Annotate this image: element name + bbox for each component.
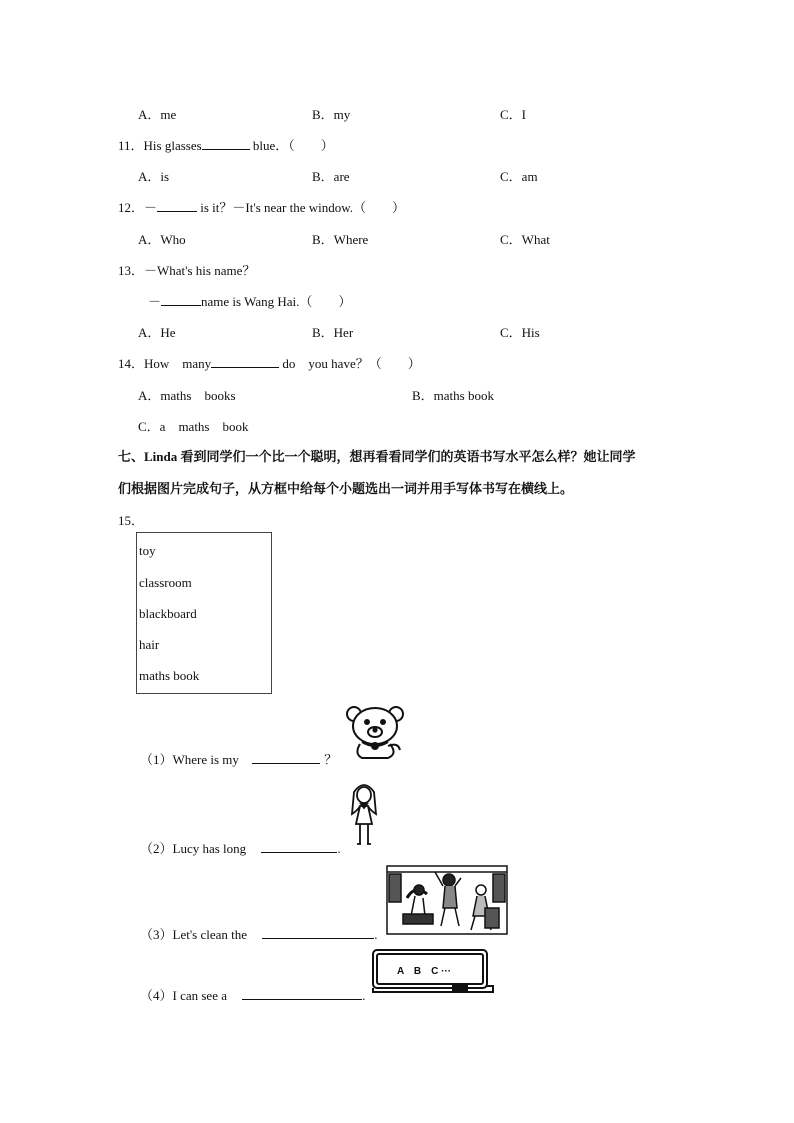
q13-option-b: B．Her <box>312 325 354 340</box>
q10-option-b: B．my <box>312 107 351 122</box>
q15-item3-blank[interactable] <box>262 926 374 939</box>
q12-option-b: B．Where <box>312 232 369 247</box>
section7-instruction-line2: 们根据图片完成句子，从方框中给每个小题选出一词并用手写体书写在横线上。 <box>118 481 574 496</box>
section7-instruction-line1: 七、Linda 看到同学们一个比一个聪明，想再看看同学们的英语书写水平怎么样？她让同学 <box>118 449 636 464</box>
q14-stem <box>118 353 421 372</box>
girl-long-hair-image <box>344 780 384 850</box>
teddy-bear-image <box>344 702 406 762</box>
q13-stem-line2 <box>148 291 351 310</box>
q15-item4-blank[interactable] <box>242 987 362 1000</box>
blackboard-image <box>371 948 495 996</box>
q11-stem <box>118 135 334 154</box>
q15-item4-suffix: . <box>362 988 366 1003</box>
blackboard-text: A B C ··· <box>397 966 452 977</box>
q15-item3-suffix: . <box>374 927 378 942</box>
q12-stem <box>118 197 405 216</box>
q15-item4-prefix: （4）I can see a <box>140 988 227 1003</box>
q15-number: 15． <box>118 513 145 528</box>
q13-stem: 13．－What's his name？ <box>118 263 256 278</box>
q11-blank[interactable] <box>202 137 250 150</box>
word-box-item: blackboard <box>139 606 197 621</box>
q11-option-a: A．is <box>138 169 170 184</box>
q13-suffix: name is Wang Hai.（ ） <box>201 294 352 309</box>
q15-item3 <box>140 924 378 943</box>
q14-prefix: 14．How many <box>118 356 212 371</box>
q12-prefix: 12．－ <box>118 200 158 215</box>
q13-option-c: C．His <box>500 325 540 340</box>
q10-option-c: C．I <box>500 107 527 122</box>
q11-prefix: 11．His glasses <box>118 138 202 153</box>
q15-item1 <box>140 749 337 768</box>
q14-option-a: A．maths books <box>138 388 236 403</box>
q15-item1-prefix: （1）Where is my <box>140 752 239 767</box>
q15-item4 <box>140 985 366 1004</box>
q13-blank[interactable] <box>161 293 201 306</box>
q12-suffix: is it？－It's near the window.（ ） <box>200 200 406 215</box>
q15-item2-prefix: （2）Lucy has long <box>140 841 247 856</box>
word-box-item: classroom <box>139 575 192 590</box>
classroom-image <box>385 864 509 936</box>
q14-option-b: B．maths book <box>412 388 494 403</box>
q15-item2 <box>140 838 341 857</box>
q12-option-c: C．What <box>500 232 550 247</box>
word-box-item: toy <box>139 543 156 558</box>
word-box <box>136 532 272 694</box>
word-box-item: hair <box>139 637 160 652</box>
q14-blank[interactable] <box>211 355 279 368</box>
q14-suffix: do you have？（ ） <box>282 356 421 371</box>
q12-option-a: A．Who <box>138 232 186 247</box>
q13-dash: － <box>148 294 162 309</box>
q11-suffix: blue．（ ） <box>252 138 334 153</box>
q11-option-c: C．am <box>500 169 538 184</box>
q11-option-b: B．are <box>312 169 350 184</box>
q14-option-c: C．a maths book <box>138 419 249 434</box>
word-box-item: maths book <box>139 668 200 683</box>
q15-item1-suffix: ？ <box>324 752 338 767</box>
q15-item2-suffix: . <box>337 841 341 856</box>
q12-blank[interactable] <box>157 199 197 212</box>
q15-item2-blank[interactable] <box>261 840 337 853</box>
q15-item3-prefix: （3）Let's clean the <box>140 927 248 942</box>
q13-option-a: A．He <box>138 325 176 340</box>
q10-option-a: A．me <box>138 107 177 122</box>
q15-item1-blank[interactable] <box>252 751 320 764</box>
